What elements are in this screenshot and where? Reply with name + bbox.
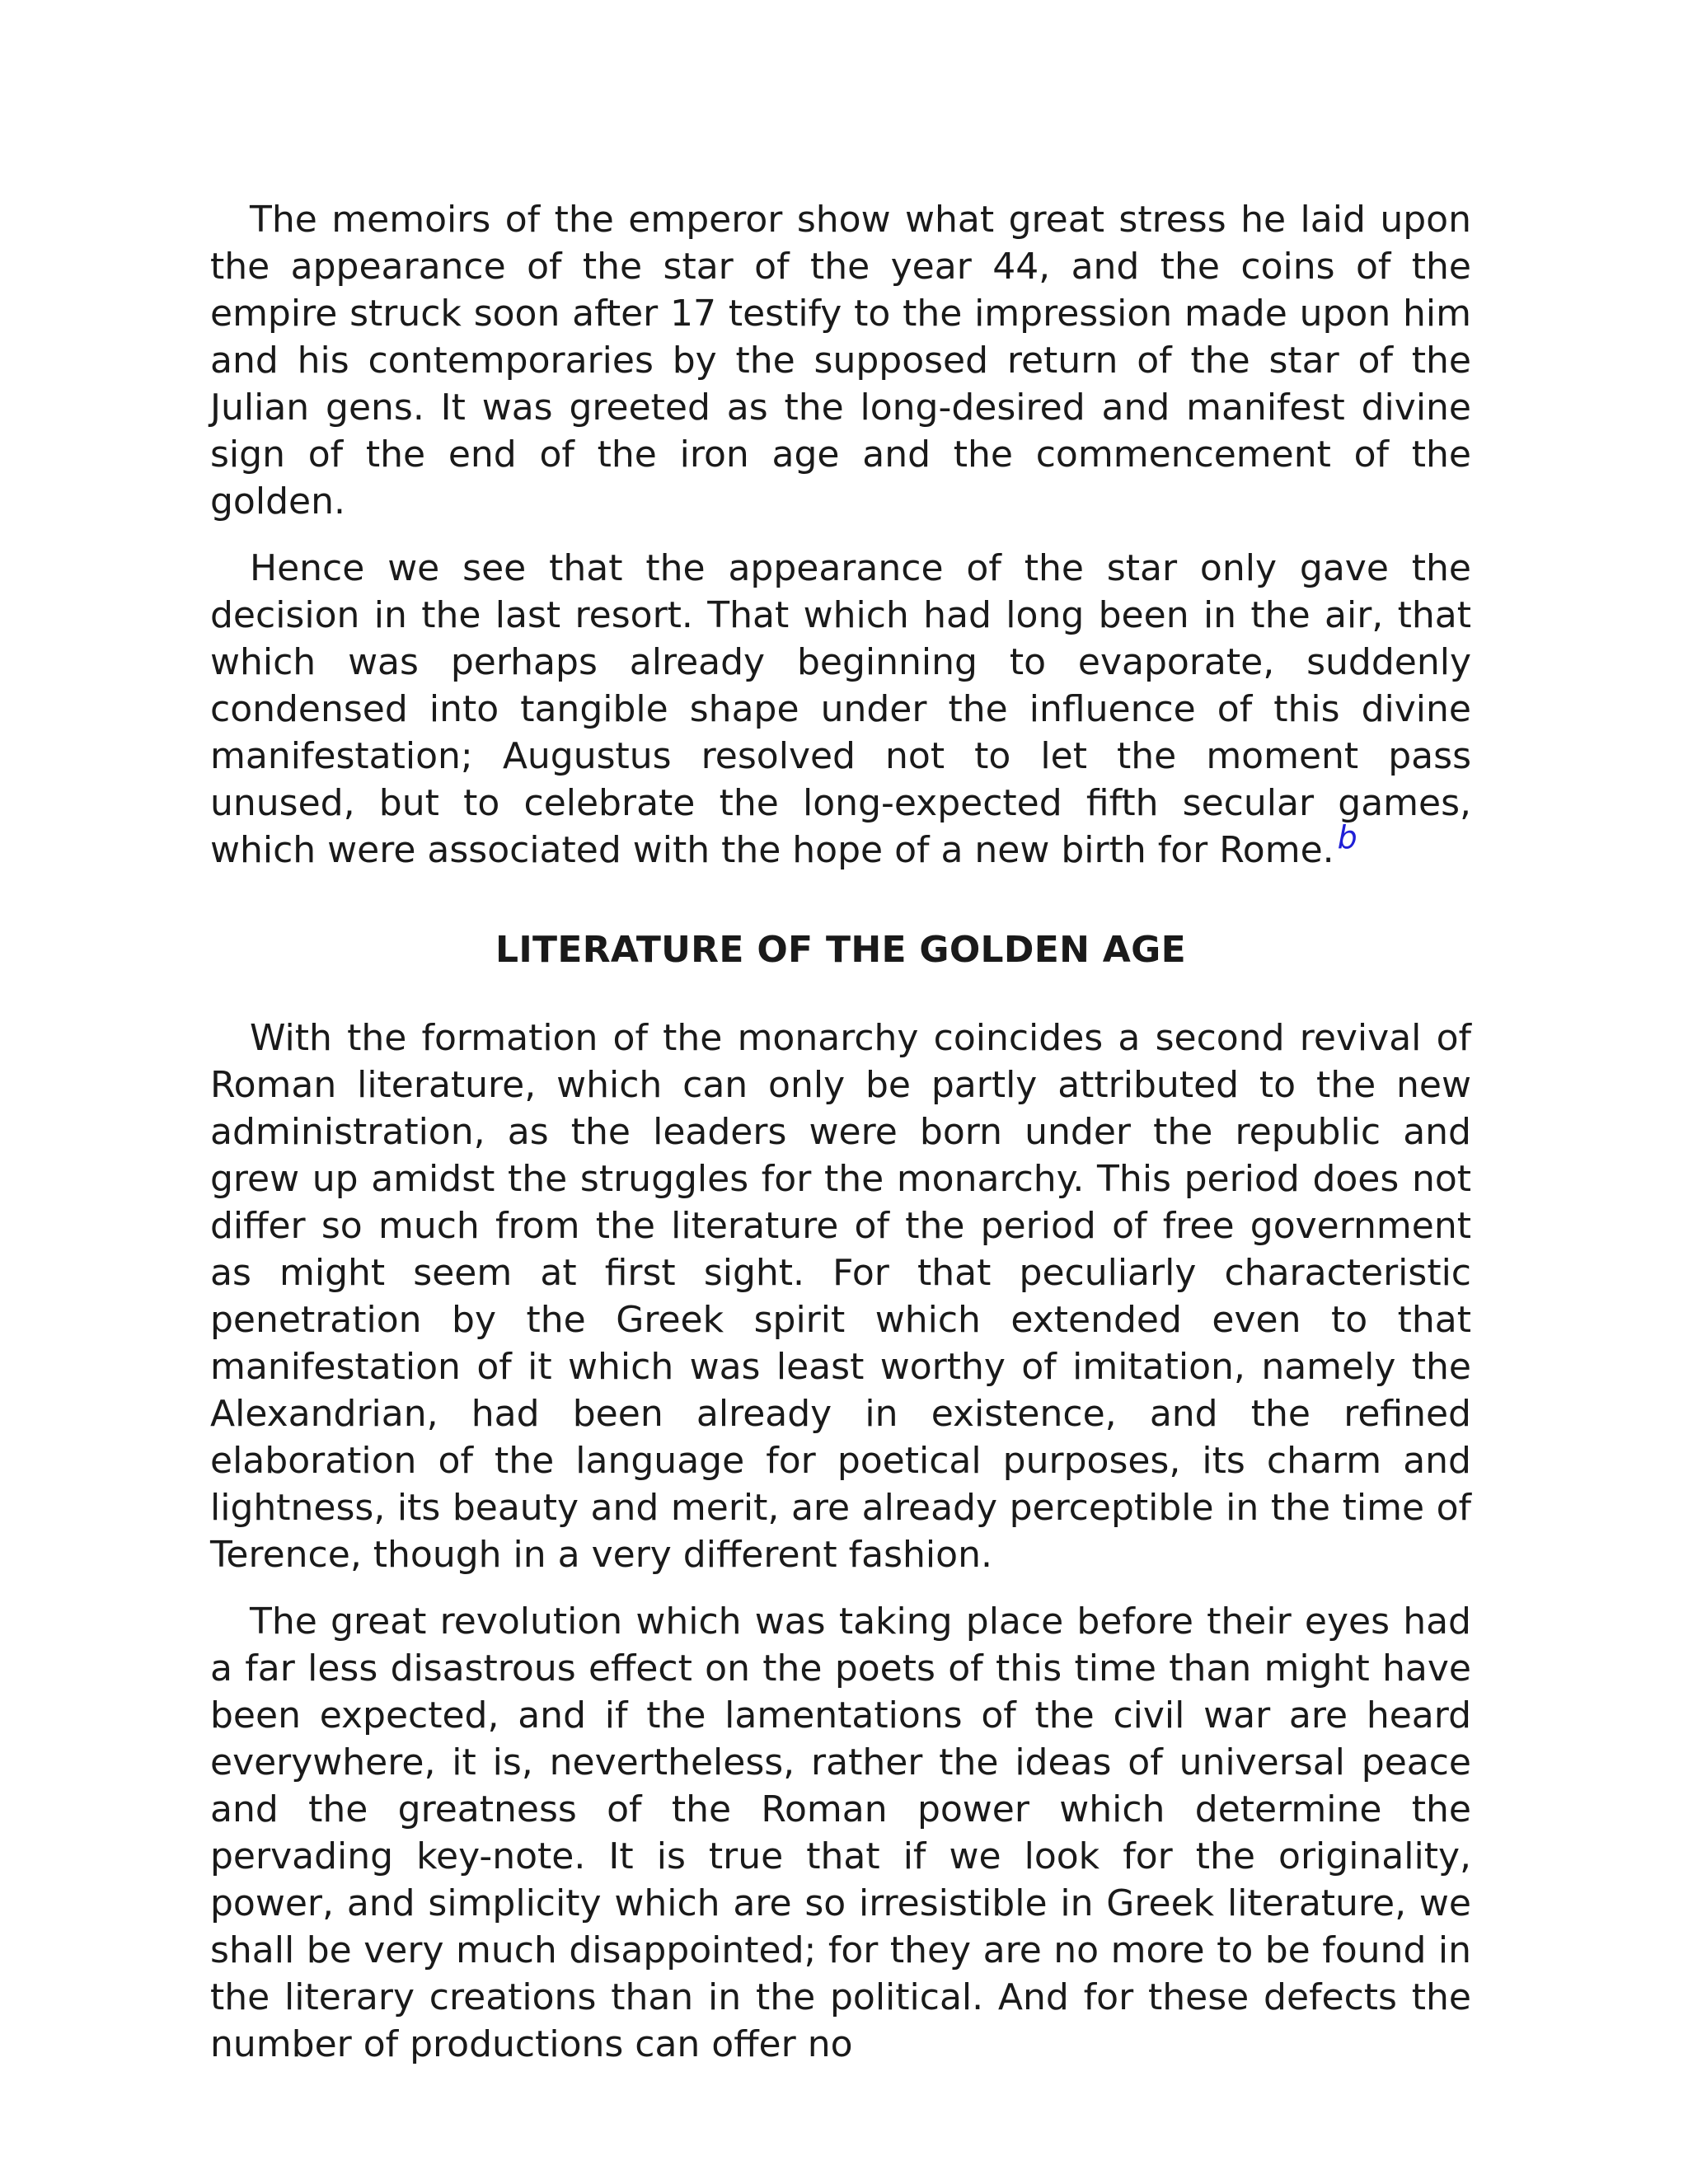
section-heading: LITERATURE OF THE GOLDEN AGE	[495, 929, 1186, 971]
footnote-link-b[interactable]: b	[1337, 818, 1357, 855]
paragraph-star-decision	[210, 545, 1471, 874]
paragraph-great-revolution: The great revolution which was taking place before their eyes had a far less disastrous effect on the poets of this time than might have been expected, and if the lamentations of the civil war are heard everywhere, it is, nevertheless, rather the ideas of universal peace and the greatness of the Roman power which determine the pervading key-note. It is true that if we look for the originality, power, and simplicity which are so irresistible in Greek literature, we shall be very much disappointed; for they are no more to be found in the literary creations than in the political. And for these defects the number of productions can offer no	[210, 1601, 1471, 2065]
page-body	[210, 196, 1471, 2088]
paragraph-monarchy-revival: With the formation of the monarchy coincides a second revival of Roman literature, which can only be partly attributed to the new administration, as the leaders were born under the republic and grew up amidst the struggles for the monarchy. This period does not differ so much from the literature of the period of free government as might seem at first sight. For that peculiarly characteristic penetration by the Greek spirit which extended even to that manifestation of it which was least worthy of imitation, namely the Alexandrian, had been already in existence, and the refined elaboration of the language for poetical purposes, its charm and lightness, its beauty and merit, are already perceptible in the time of Terence, though in a very different fashion.	[210, 1017, 1471, 1576]
paragraph-star-decision-text: Hence we see that the appearance of the star only gave the decision in the last resort. That which had long been in the air, that which was perhaps already beginning to evaporate, suddenly condensed into tangible shape under the influence of this divine manifestation; Augustus resolved not to let the moment pass unused, but to celebrate the long-expected fifth secular games, which were associated with the hope of a new birth for Rome.	[210, 547, 1471, 871]
paragraph-memoirs: The memoirs of the emperor show what great stress he laid upon the appearance of the star of the year 44, and the coins of the empire struck soon after 17 testify to the impression made upon him and his contemporaries by the supposed return of the star of the Julian gens. It was greeted as the long-desired and manifest divine sign of the end of the iron age and the commencement of the golden.	[210, 199, 1471, 523]
